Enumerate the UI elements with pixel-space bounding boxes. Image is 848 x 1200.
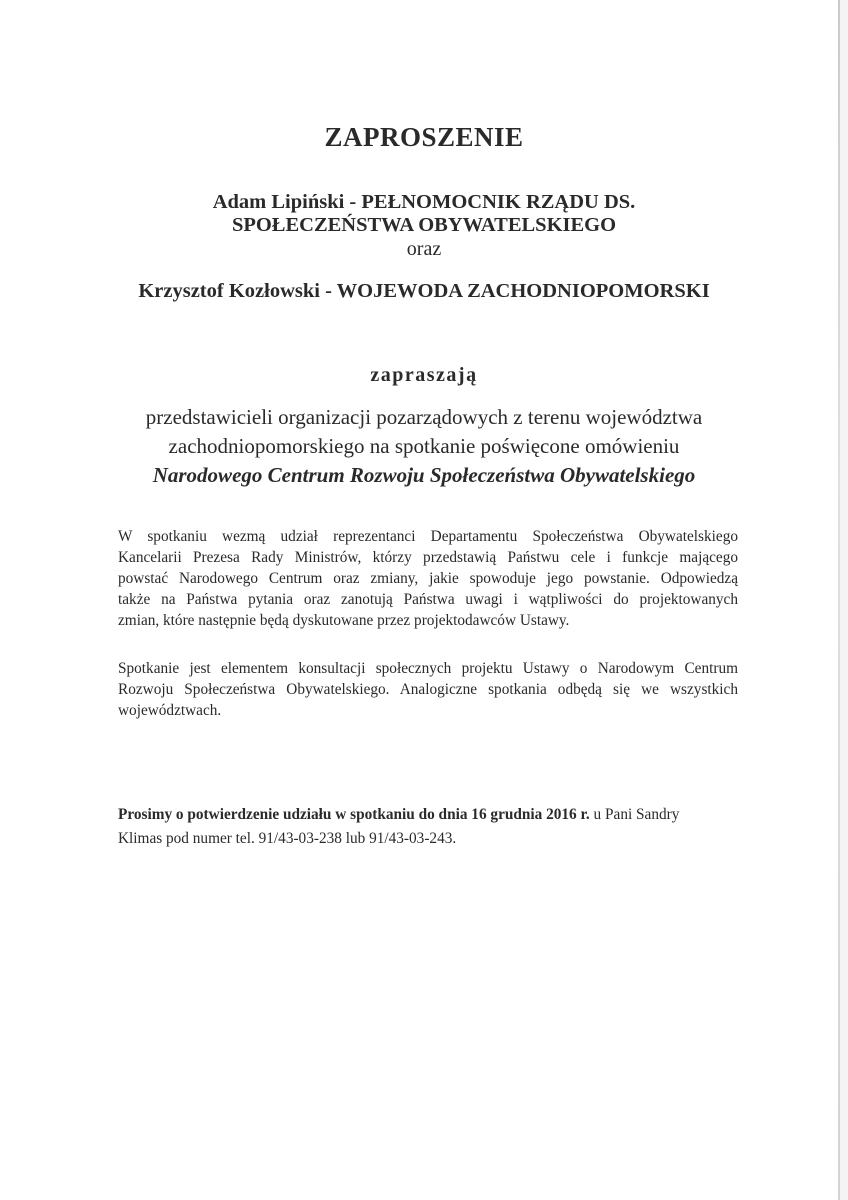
paragraph1-line: powstać Narodowego Centrum oraz zmiany, jakie spowoduje jego powstanie. Odpowiedzą bbox=[118, 570, 738, 587]
paragraph2-line: Spotkanie jest elementem konsultacji społecznych projektu Ustawy o Narodowym Centrum bbox=[118, 660, 738, 677]
conjunction-text: oraz bbox=[406, 238, 442, 260]
paragraph1-line: Kancelarii Prezesa Rady Ministrów, którzy przedstawią Państwu cele i funkcje mającego bbox=[118, 549, 738, 566]
scan-edge-shadow bbox=[840, 0, 848, 1200]
confirmation-phone: Klimas pod numer tel. 91/43-03-238 lub 91/43-03-243. bbox=[118, 830, 457, 847]
confirmation-contact-start: u Pani Sandry bbox=[589, 806, 680, 823]
scan-edge-line bbox=[838, 0, 840, 1200]
host1-name-line1: Adam Lipiński - PEŁNOMOCNIK RZĄDU DS. bbox=[212, 191, 636, 213]
body-paragraph-1 bbox=[118, 526, 738, 631]
audience-line2: zachodniopomorskiego na spotkanie poświęcone omówieniu bbox=[168, 434, 680, 458]
host2-name: Krzysztof Kozłowski - WOJEWODA ZACHODNIOPOMORSKI bbox=[138, 280, 710, 302]
invite-verb: zapraszają bbox=[370, 364, 478, 386]
paragraph2-line: Rozwoju Społeczeństwa Obywatelskiego. Analogiczne spotkania odbędą się we wszystkich bbox=[118, 681, 738, 698]
paragraph2-line: województwach. bbox=[118, 702, 222, 719]
paragraph1-line: zmian, które następnie będą dyskutowane przez projektodawców Ustawy. bbox=[118, 612, 570, 629]
body-paragraph-2 bbox=[118, 658, 738, 721]
center-name: Narodowego Centrum Rozwoju Społeczeństwa Obywatelskiego bbox=[152, 463, 696, 487]
audience-line1: przedstawicieli organizacji pozarządowych z terenu województwa bbox=[145, 405, 703, 429]
host1-name-line2: SPOŁECZEŃSTWA OBYWATELSKIEGO bbox=[231, 214, 617, 236]
confirmation-deadline: Prosimy o potwierdzenie udziału w spotkaniu do dnia 16 grudnia 2016 r. bbox=[118, 806, 590, 823]
document-title: ZAPROSZENIE bbox=[324, 122, 524, 152]
confirmation-note bbox=[118, 803, 738, 851]
paragraph1-line: W spotkaniu wezmą udział reprezentanci Departamentu Społeczeństwa Obywatelskiego bbox=[118, 528, 738, 545]
paragraph1-line: także na Państwa pytania oraz zanotują Państwa uwagi i wątpliwości do projektowanych bbox=[118, 591, 738, 608]
